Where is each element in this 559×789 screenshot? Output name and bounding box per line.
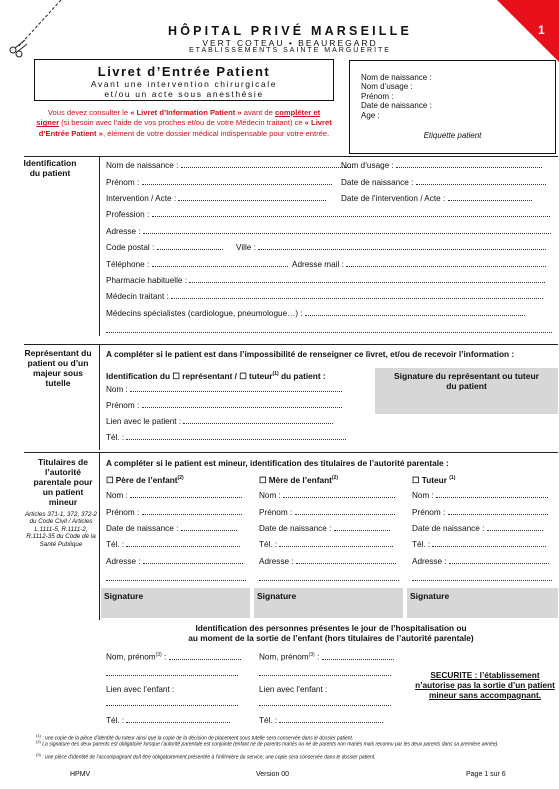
footer-left: HPMV (70, 771, 91, 778)
label: Tél. : (259, 540, 278, 549)
tuteur-nom[interactable] (412, 491, 548, 500)
rep-signature-box[interactable] (375, 368, 558, 414)
dots-extra-line (106, 668, 238, 676)
label: Médecins spécialistes (cardiologue, pneumologue…) : (106, 309, 303, 318)
label: Adresse mail : (292, 260, 344, 269)
footer-right: Page 1 sur 6 (466, 771, 506, 778)
footnote-text: La signature des deux parents est obligatoire lorsque l’autorité parentale est conjointe (enfant né de parents mariés ou né de parents non mariés mais reconnu par les deux parents dans sa première année). (40, 741, 499, 748)
dots (322, 659, 394, 660)
tuteur-prenom[interactable] (412, 508, 548, 517)
scissors-icon (5, 0, 65, 60)
rep-ident-post: du patient : (278, 371, 326, 381)
pere-tel[interactable] (106, 540, 240, 549)
dots (279, 546, 393, 547)
rep-field-prenom[interactable] (106, 401, 342, 410)
mere-nom[interactable] (259, 491, 395, 500)
rep-field-tel[interactable] (106, 433, 346, 442)
dots (152, 216, 550, 217)
hospital-sites: VERT COTEAU • BEAUREGARD (202, 38, 378, 48)
label: Date de naissance : (106, 524, 179, 533)
label-line: Age : (361, 111, 380, 120)
label: Profession : (106, 210, 150, 219)
parent-heading: Titulaires de l’autorité parentale pour un patient mineur (33, 457, 93, 507)
field-prenom[interactable] (106, 178, 332, 187)
label: Code postal : (106, 243, 155, 252)
title-line2: et/ou un acte sous anesthésie (104, 89, 264, 99)
dots (142, 514, 242, 515)
ident-heading: Identification du patient (23, 158, 77, 178)
dots (181, 530, 237, 531)
dots (396, 167, 542, 168)
label-line: Nom d’usage : (361, 82, 413, 91)
dots-extra-line (259, 668, 391, 676)
label: Prénom : (412, 508, 446, 517)
field-date-intervention[interactable] (341, 194, 532, 203)
dots-extra-line (106, 573, 246, 581)
label: Lien avec l’enfant : (106, 685, 175, 694)
pere-nom[interactable] (106, 491, 242, 500)
footnote-3 (36, 752, 556, 761)
footnote-sup: (3) (36, 752, 41, 757)
securite-notice: SECURITE : l’établissement n’autorise pas la sortie d’un patient mineur sans accompagnant. (415, 670, 555, 700)
col-sup: (1) (449, 475, 456, 482)
label: Date de l’intervention / Acte : (341, 194, 446, 203)
rep-ident-text: Identification du ☐ représentant / ☐ tuteur (106, 371, 273, 381)
present-title-2: au moment de la sortie de l’enfant (hors titulaires de l’autorité parentale) (188, 633, 474, 643)
label: Nom : (412, 491, 434, 500)
divider (24, 344, 558, 345)
sup: (3) (155, 652, 162, 658)
dots-extra-line (106, 698, 238, 706)
parent-refs: Articles 371-1, 372, 372-2 du Code Civil / Articles L.1111-5, R.1111-2, R.1112-35 du Code de la Santé Publique (24, 511, 98, 548)
label: Téléphone : (106, 260, 150, 269)
label: Date de naissance : (412, 524, 485, 533)
dots-extra-line (259, 698, 391, 706)
notice-p2: avant de (241, 108, 275, 117)
rep-field-nom[interactable] (106, 385, 342, 394)
dots (258, 249, 546, 250)
dots (295, 514, 395, 515)
dots (126, 722, 230, 723)
pere-date[interactable] (106, 524, 237, 533)
label: Intervention / Acte : (106, 194, 177, 203)
label: Prénom : (106, 508, 140, 517)
col-tuteur-title[interactable] (412, 475, 455, 485)
dots-extra-line (412, 573, 552, 581)
page-corner-number: 1 (538, 23, 545, 37)
tuteur-date[interactable] (412, 524, 543, 533)
dots (416, 184, 546, 185)
label: Tél. : (106, 433, 125, 442)
mere-date[interactable] (259, 524, 390, 533)
field-code-postal[interactable] (106, 243, 223, 252)
dots (296, 563, 396, 564)
field-telephone[interactable] (106, 260, 288, 269)
hospital-name: HÔPITAL PRIVÉ MARSEILLE (168, 24, 412, 38)
label: Ville : (236, 243, 256, 252)
mere-adresse[interactable] (259, 557, 396, 566)
corner-triangle-icon (497, 0, 559, 62)
rep-intro: A compléter si le patient est dans l’impossibilité de renseigner ce livret, et/ou de recevoir l’information : (106, 349, 515, 359)
label: Adresse : (412, 557, 447, 566)
label: Nom, prénom (106, 652, 156, 662)
red-corner (497, 0, 559, 62)
field-medecin[interactable] (106, 292, 543, 301)
pere-signature-box[interactable] (101, 588, 250, 618)
present-title-1: Identification des personnes présentes le jour de l’hospitalisation ou (195, 623, 467, 633)
dots (142, 407, 342, 408)
title-box (34, 59, 334, 101)
rep-heading: Représentant du patient ou d’un majeur sous tutelle (24, 348, 92, 388)
dots (152, 266, 288, 267)
field-nom-usage[interactable] (341, 161, 542, 170)
notice-p1: Vous devez consulter le (47, 108, 131, 117)
dots (449, 563, 549, 564)
signature-label: Signature (104, 591, 144, 601)
signature-label: Signature (257, 591, 297, 601)
etablissements: ETABLISSEMENTS SAINTE MARGUERITE (189, 47, 391, 54)
rep-vline (99, 344, 100, 450)
dots (448, 200, 532, 201)
label: Adresse : (106, 227, 141, 236)
dots (143, 563, 243, 564)
col-title: ☐ Père de l’enfant (106, 475, 178, 485)
tuteur-signature-box[interactable] (407, 588, 558, 618)
notice-p4: , élément de votre dossier médical indispensable pour votre entrée. (102, 128, 330, 138)
label: Tél. : (412, 540, 431, 549)
present2-nom[interactable]: Nom, prénom$^{(3)}$ : (259, 652, 394, 662)
label: Tél. : (259, 716, 278, 725)
label: Adresse : (259, 557, 294, 566)
dots (171, 298, 543, 299)
dots (142, 184, 332, 185)
notice-text (36, 108, 332, 139)
notice-b1: « Livret d’Information Patient » (130, 108, 242, 117)
dots-extra-line (106, 325, 552, 333)
label: Adresse : (106, 557, 141, 566)
dots (279, 722, 383, 723)
field-nom-naissance[interactable] (106, 161, 353, 170)
parent-vline (99, 452, 100, 620)
cut-line (5, 0, 65, 60)
dots (130, 497, 242, 498)
divider (24, 156, 558, 157)
ident-vline (99, 156, 100, 336)
label: Date de naissance : (259, 524, 332, 533)
label-line: Prénom : (361, 92, 394, 101)
label: Médecin traitant : (106, 292, 169, 301)
present1-nom[interactable]: Nom, prénom$^{(3)}$ : (106, 652, 241, 662)
field-adresse[interactable] (106, 227, 551, 236)
label: Nom, prénom (259, 652, 309, 662)
field-specialistes[interactable] (106, 309, 525, 318)
rep-field-lien[interactable] (106, 417, 333, 426)
field-ville[interactable] (236, 243, 546, 252)
notice-b2: compléter et signer (36, 108, 321, 128)
field-pharmacie[interactable] (106, 276, 545, 285)
dots (126, 439, 346, 440)
label: Pharmacie habituelle : (106, 276, 188, 285)
notice-b3: « Livret d’Entrée Patient » (38, 118, 332, 138)
footer-center: Version 00 (256, 771, 290, 778)
label: Nom : (106, 491, 128, 500)
dots (346, 266, 546, 267)
label: Nom de naissance : (106, 161, 179, 170)
dots-extra-line (259, 573, 399, 581)
label: Lien avec le patient : (106, 417, 182, 426)
title-line1: Avant une intervention chirurgicale (90, 79, 278, 89)
rep-ident (106, 371, 326, 381)
dots (305, 315, 525, 316)
divider (24, 452, 558, 453)
label: Nom d’usage : (341, 161, 394, 170)
col-sup: (2) (331, 475, 339, 482)
signature-label: Signature (410, 591, 450, 601)
mere-signature-box[interactable] (254, 588, 403, 618)
label-line: Date de naissance : (361, 101, 432, 110)
label: Prénom : (106, 178, 140, 187)
col-title: ☐ Tuteur (412, 475, 447, 485)
document-title: Livret d’Entrée Patient (97, 64, 271, 79)
dots (143, 233, 551, 234)
footnote-text: : une pièce d’identité de l’accompagnant doit être obligatoirement présentée à l’infirmière du service, une copie sera conservée dans le dossier patient. (40, 754, 376, 761)
dots (178, 200, 326, 201)
dots (436, 497, 548, 498)
present2-lien[interactable] (259, 685, 327, 694)
col-title: ☐ Mère de l’enfant (259, 475, 332, 485)
dots (487, 530, 543, 531)
present2-tel[interactable] (259, 716, 383, 725)
footnote-sup: (1) (36, 733, 41, 738)
label: Prénom : (106, 401, 140, 410)
dots (130, 391, 342, 392)
field-profession[interactable] (106, 210, 550, 219)
dots (432, 546, 546, 547)
tuteur-adresse[interactable] (412, 557, 549, 566)
dots (181, 167, 353, 168)
tuteur-tel[interactable] (412, 540, 546, 549)
footnote-text: : une copie de la pièce d’identité du tuteur ainsi que la copie de la décision de placement sous tutelle sera conservée dans le dossier patient. (40, 735, 354, 742)
dots (126, 546, 240, 547)
rep-ident-sup: (1) (272, 371, 279, 378)
label: Date de naissance : (341, 178, 414, 187)
parent-intro: A compléter si le patient est mineur, identification des titulaires de l’autorité parentale : (106, 458, 449, 468)
field-date-naissance[interactable] (341, 178, 546, 187)
col-pere-title[interactable] (106, 475, 184, 485)
mere-prenom[interactable] (259, 508, 395, 517)
label: Prénom : (259, 508, 293, 517)
dots (157, 249, 223, 250)
label: Tél. : (106, 540, 125, 549)
dots (334, 530, 390, 531)
label-line: Nom de naissance : (361, 73, 432, 82)
field-intervention[interactable] (106, 194, 326, 203)
col-sup: (2) (177, 475, 184, 482)
label: Nom : (259, 491, 281, 500)
pere-prenom[interactable] (106, 508, 242, 517)
sup: (3) (308, 652, 315, 658)
footnote-sup: (2) (36, 739, 41, 744)
dots (283, 497, 395, 498)
rep-signature-label: Signature du représentant ou tuteur du patient (394, 371, 539, 391)
dots (448, 514, 548, 515)
dots (189, 282, 545, 283)
label: Tél. : (106, 716, 125, 725)
dots (169, 659, 241, 660)
dots (183, 423, 333, 424)
notice-p3: (si besoin avec l’aide de vos proches et/ou de votre Médecin traitant) ce (59, 118, 305, 128)
etiquette-label: Etiquette patient (423, 131, 482, 140)
pere-adresse[interactable] (106, 557, 243, 566)
col-mere-title[interactable] (259, 475, 338, 485)
mere-tel[interactable] (259, 540, 393, 549)
present1-lien[interactable] (106, 685, 174, 694)
patient-label-box (349, 60, 556, 154)
footnote-2 (36, 739, 548, 748)
label: Lien avec l’enfant : (259, 685, 328, 694)
present1-tel[interactable] (106, 716, 230, 725)
label: Nom : (106, 385, 128, 394)
field-email[interactable] (292, 260, 546, 269)
